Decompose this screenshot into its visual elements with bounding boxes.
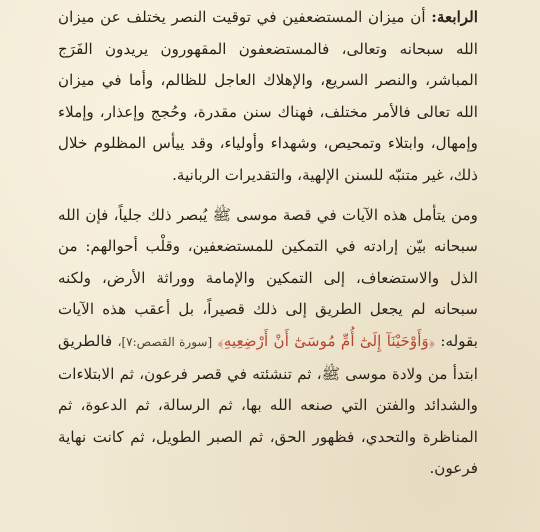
paragraph-text: أن ميزان المستضعفين في توقيت النصر يختلف عن ميزان الله سبحانه وتعالى، فالمستضعفون المقهورون يريدون الفَرَج المباشر، والنصر السريع، والإهلاك العاجل للظالم، وأما في ميزان الله تعالى فالأمر مختلف، فهناك سنن مقدرة، وحُجج وإعذار، وإملاء وإمهال، وابتلاء وتمحيص، وشهداء وأولياء، وقد ييأس المظلوم خلال ذلك، غير متنبّه للسنن الإلهية، والتقديرات الربانية. — [58, 8, 478, 184]
quran-verse: ﴿وَأَوْحَيْنَآ إِلَىٰٓ أُمِّ مُوسَىٰٓ أَنْ أَرْضِعِيهِ﴾ — [217, 331, 436, 350]
paragraph-text-after-quote: فالطريق ابتدأ من ولادة موسى ﷺ، ثم تنشئته في قصر فرعون، ثم الابتلاءات والشدائد والفتن التي صنعه الله بها، ثم الرسالة، ثم الدعوة، ثم المناظرة والتحدي، فظهور الحق، ثم الصبر الطويل، ثم كانت نهاية فرعون. — [58, 331, 478, 478]
paragraph-fourth-point — [58, 2, 478, 192]
paragraph-moses-story — [58, 200, 478, 485]
paragraph-lead: الرابعة: — [431, 8, 479, 26]
verse-reference: [سورة القصص:٧]، — [117, 334, 213, 349]
paragraph-text-before-quote: ومن يتأمل هذه الآيات في قصة موسى ﷺ يُبصر ذلك جلياً، فإن الله سبحانه بيّن إرادته في التمكين للمستضعفين، وقلْب أحوالهم: من الذل والاستضعاف، إلى التمكين والإمامة ووراثة الأرض، ولكنه سبحانه لم يجعل الطريق إلى ذلك قصيراً، بل أعقب هذه الآيات بقوله: — [58, 205, 479, 350]
